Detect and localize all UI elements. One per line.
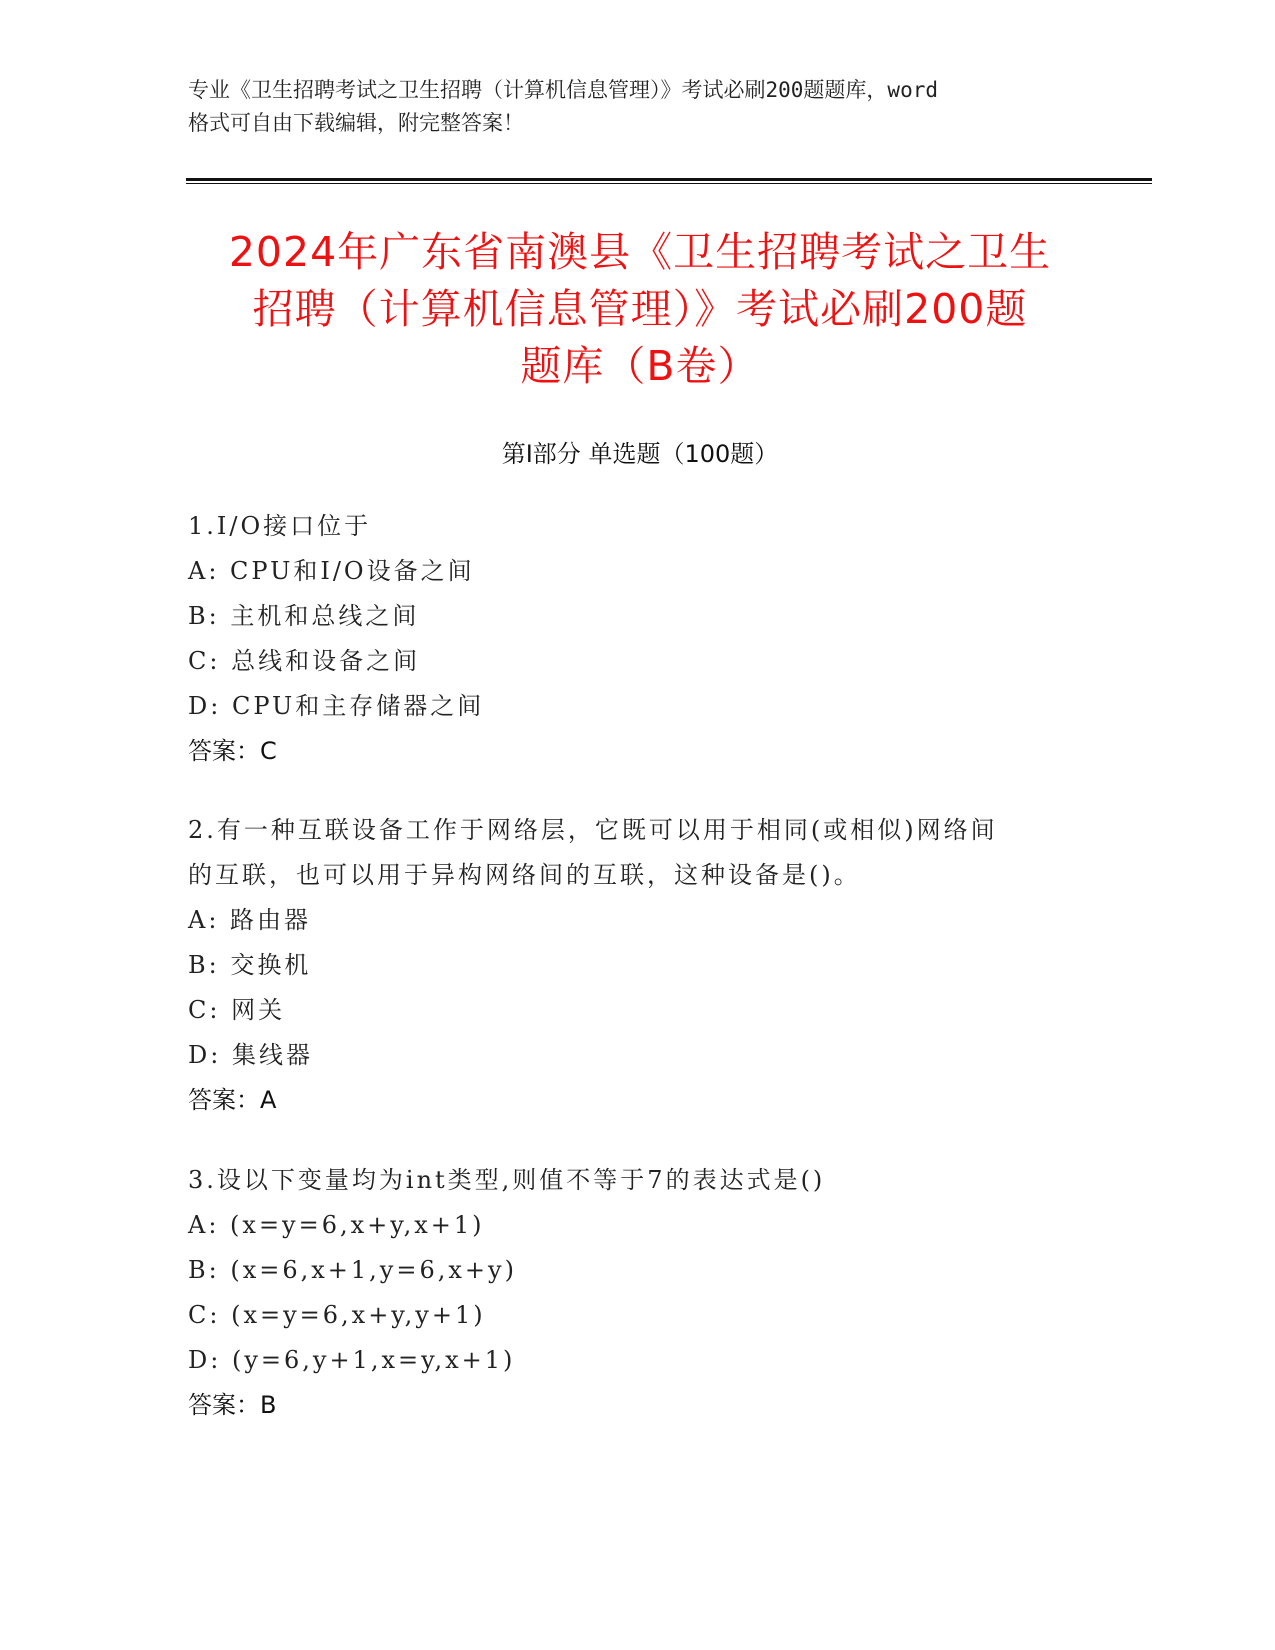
header-divider-thick xyxy=(186,178,1152,181)
option-b: B: 主机和总线之间 xyxy=(188,602,420,630)
section-heading: 第Ⅰ部分 单选题（100题） xyxy=(501,440,779,468)
option-a: A: 路由器 xyxy=(188,906,312,934)
header-note-line-1: 专业《卫生招聘考试之卫生招聘（计算机信息管理）》考试必刷200题题库，word xyxy=(188,78,938,102)
answer: 答案：A xyxy=(188,1086,277,1114)
question-stem: 1.I/O接口位于 xyxy=(188,512,372,540)
document-title xyxy=(160,224,1120,395)
title-line-3: 题库（B卷） xyxy=(520,342,760,390)
option-b: B: 交换机 xyxy=(188,951,312,979)
question-1 xyxy=(188,504,1068,774)
question-stem-line-2: 的互联，也可以用于异构网络间的互联，这种设备是()。 xyxy=(188,861,861,889)
option-d: D: (y=6,y+1,x=y,x+1) xyxy=(188,1346,516,1374)
option-c: C: 总线和设备之间 xyxy=(188,647,421,675)
option-d: D: 集线器 xyxy=(188,1041,313,1069)
option-c: C: 网关 xyxy=(188,996,286,1024)
option-b: B: (x=6,x+1,y=6,x+y) xyxy=(188,1256,517,1284)
question-stem: 3.设以下变量均为int类型,则值不等于7的表达式是() xyxy=(188,1166,826,1194)
option-a: A: CPU和I/O设备之间 xyxy=(188,557,475,585)
header-note xyxy=(188,74,1088,140)
answer: 答案：C xyxy=(188,737,277,765)
question-stem-line-1: 2.有一种互联设备工作于网络层，它既可以用于相同(或相似)网络间 xyxy=(188,816,998,844)
title-line-2: 招聘（计算机信息管理）》考试必刷200题 xyxy=(252,285,1028,333)
title-line-1: 2024年广东省南澳县《卫生招聘考试之卫生 xyxy=(228,228,1052,276)
option-a: A: (x=y=6,x+y,x+1) xyxy=(188,1211,485,1239)
header-divider-thin xyxy=(186,183,1152,184)
question-3 xyxy=(188,1158,1068,1428)
answer: 答案：B xyxy=(188,1391,277,1419)
header-note-line-2: 格式可自由下载编辑，附完整答案！ xyxy=(188,111,524,135)
option-c: C: (x=y=6,x+y,y+1) xyxy=(188,1301,486,1329)
question-2 xyxy=(188,808,1068,1123)
option-d: D: CPU和主存储器之间 xyxy=(188,692,485,720)
